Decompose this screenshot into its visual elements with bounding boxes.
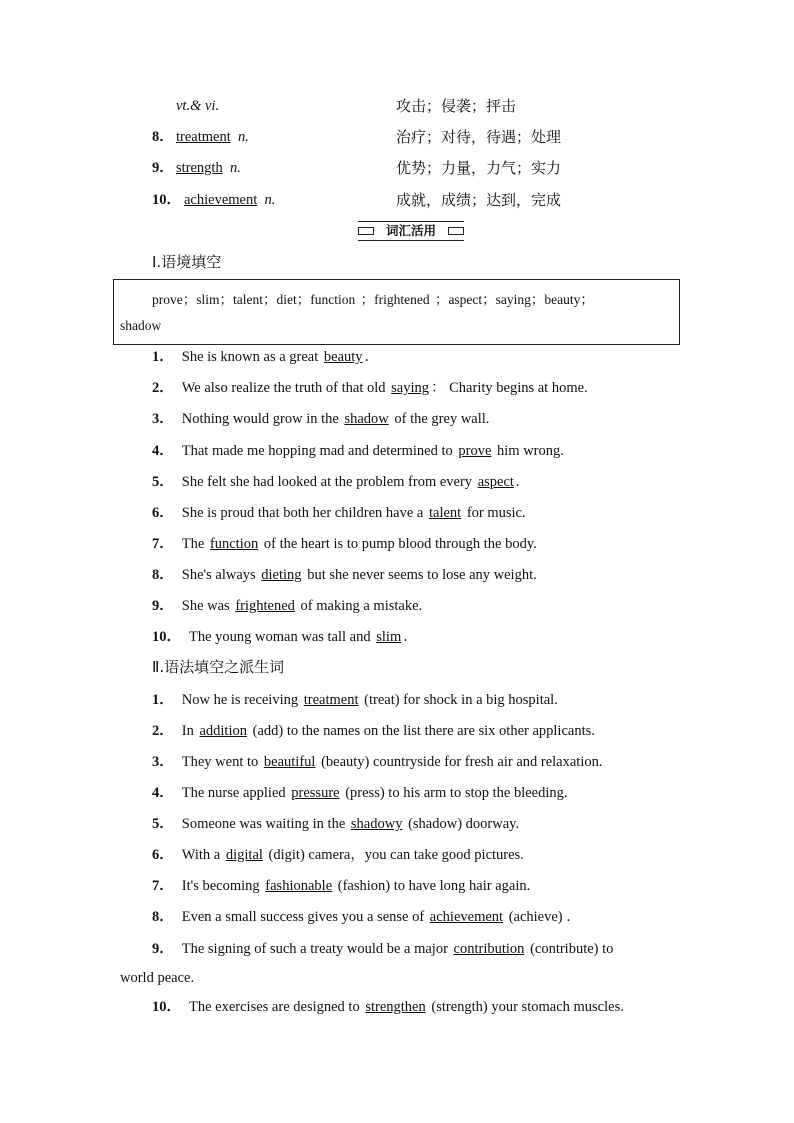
item-number: 2．	[152, 380, 174, 396]
item-number: 7．	[152, 878, 174, 894]
item-text-before: The exercises are designed to	[189, 999, 364, 1015]
answer-blank[interactable]: addition	[199, 723, 247, 739]
vocab-meaning: 优势；力量，力气；实力	[396, 159, 562, 177]
answer-blank[interactable]: slim	[376, 629, 402, 645]
vocab-meaning: 攻击；侵袭；抨击	[396, 97, 517, 115]
item-text-before: Now he is receiving	[181, 692, 302, 708]
item-text-before: That made me hopping mad and determined to	[181, 443, 457, 459]
item-text-after: of the heart is to pump blood through the body.	[260, 536, 537, 552]
vocab-word: treatment n.	[176, 129, 249, 145]
item-text-before: Someone was waiting in the	[181, 816, 349, 832]
item-text-before: We also realize the truth of that old	[181, 380, 390, 396]
answer-blank[interactable]: prove	[458, 443, 492, 459]
item-number: 5．	[152, 474, 174, 490]
exercise1-item-5	[152, 471, 520, 493]
item-number: 8．	[152, 909, 174, 925]
exercise2-item-2	[152, 720, 595, 742]
item-number: 10．	[152, 629, 181, 645]
exercise2-item-6	[152, 844, 524, 866]
answer-blank[interactable]: strengthen	[365, 999, 426, 1015]
item-text-after: ．	[364, 349, 380, 365]
item-number: 8．	[152, 567, 174, 583]
answer-blank[interactable]: dieting	[261, 567, 302, 583]
item-text-before: The	[181, 536, 208, 552]
item-text-after: him wrong.	[493, 443, 564, 459]
answer-blank[interactable]: contribution	[453, 941, 525, 957]
item-text-before: It's becoming	[181, 878, 264, 894]
item-text-before: The young woman was tall and	[189, 629, 375, 645]
answer-blank[interactable]: beauty	[323, 349, 363, 365]
vocab-number: 8．	[152, 129, 174, 145]
item-text-after: (press) to his arm to stop the bleeding.	[341, 785, 568, 801]
exercise2-item-7	[152, 875, 530, 897]
item-number: 7．	[152, 536, 174, 552]
item-text-before: She is proud that both her children have a	[181, 505, 427, 521]
item-number: 3．	[152, 754, 174, 770]
item-number: 6．	[152, 847, 174, 863]
exercise1-item-8	[152, 564, 537, 586]
item-text-before: In	[181, 723, 198, 739]
item-text-after: of making a mistake.	[296, 598, 423, 614]
answer-blank[interactable]: talent	[428, 505, 462, 521]
section-2-heading: Ⅱ.语法填空之派生词	[152, 658, 285, 676]
exercise1-item-9	[152, 595, 422, 617]
item-text-after: (shadow) doorway.	[404, 816, 520, 832]
vocab-meaning: 成就，成绩；达到，完成	[396, 191, 562, 209]
item-number: 1．	[152, 349, 174, 365]
vocab-number: 9．	[152, 160, 174, 176]
exercise1-item-2	[152, 377, 588, 399]
item-number: 9．	[152, 598, 174, 614]
vocab-meaning: 治疗；对待，待遇；处理	[396, 128, 562, 146]
answer-blank[interactable]: shadowy	[350, 816, 403, 832]
vocab-row-9	[152, 156, 712, 180]
banner-left-cap	[358, 227, 374, 235]
item-text-after: but she never seems to lose any weight.	[303, 567, 537, 583]
item-text-after: .	[515, 474, 520, 490]
section-banner	[358, 221, 464, 241]
word-bank-line-1: prove；slim；talent；diet；function ；frightened ；aspect；saying；beauty；	[152, 292, 594, 307]
exercise2-item-3	[152, 751, 603, 773]
item-text-before: She's always	[181, 567, 260, 583]
item-text-before: She is known as a great	[181, 349, 322, 365]
word-bank-box	[113, 279, 680, 345]
item-text-after: (beauty) countryside for fresh air and relaxation.	[317, 754, 603, 770]
answer-blank[interactable]: aspect	[477, 474, 514, 490]
vocab-row-8	[152, 125, 712, 149]
item-text-after: (digit) camera，you can take good pictures.	[264, 847, 524, 863]
item-number: 6．	[152, 505, 174, 521]
item-text-before: She felt she had looked at the problem from every	[181, 474, 476, 490]
item-text-before: The signing of such a treaty would be a major	[181, 941, 452, 957]
exercise1-item-3	[152, 408, 489, 430]
item-text-after: (contribute) to	[526, 941, 614, 957]
item-text-before: She was	[181, 598, 234, 614]
item-number: 10．	[152, 999, 181, 1015]
item-text-after: (achieve) ．	[505, 909, 581, 925]
exercise2-item-9	[152, 938, 613, 960]
exercise1-item-1	[152, 346, 379, 368]
item-text-before: Even a small success gives you a sense of	[181, 909, 428, 925]
answer-blank[interactable]: pressure	[291, 785, 340, 801]
item-text-after: (fashion) to have long hair again.	[334, 878, 531, 894]
answer-blank[interactable]: shadow	[344, 411, 389, 427]
item-text-after: (add) to the names on the list there are six other applicants.	[249, 723, 595, 739]
vocab-pos: vt.& vi.	[176, 98, 220, 114]
item-text-after: ： Charity begins at home.	[431, 380, 588, 396]
item-number: 5．	[152, 816, 174, 832]
item-text-after: ．	[403, 629, 418, 645]
item-text-before: With a	[181, 847, 224, 863]
answer-blank[interactable]: beautiful	[263, 754, 316, 770]
answer-blank[interactable]: achievement	[429, 909, 504, 925]
item-number: 4．	[152, 443, 174, 459]
exercise2-item-8	[152, 906, 581, 928]
vocab-word: strength n.	[176, 160, 241, 176]
banner-right-cap	[448, 227, 464, 235]
item-text-before: They went to	[181, 754, 262, 770]
item-text-after: for music.	[463, 505, 526, 521]
word-bank-line-2: shadow	[120, 318, 162, 333]
exercise2-item-10	[152, 996, 624, 1018]
vocab-number: 10．	[152, 192, 181, 208]
answer-blank[interactable]: treatment	[303, 692, 359, 708]
item-number: 4．	[152, 785, 174, 801]
section-1-heading: Ⅰ.语境填空	[152, 253, 222, 271]
answer-blank[interactable]: digital	[225, 847, 263, 863]
item-number: 9．	[152, 941, 174, 957]
item-text-before: The nurse applied	[181, 785, 290, 801]
exercise2-item-1	[152, 689, 558, 711]
exercise2-item-5	[152, 813, 519, 835]
vocab-row-1	[152, 94, 712, 118]
item-number: 2．	[152, 723, 174, 739]
item-text-after: (strength) your stomach muscles.	[427, 999, 624, 1015]
answer-blank[interactable]: fashionable	[265, 878, 333, 894]
exercise2-item-9-continuation: world peace.	[120, 970, 195, 986]
exercise1-item-4	[152, 440, 564, 462]
answer-blank[interactable]: frightened	[235, 598, 295, 614]
item-text-after: of the grey wall.	[390, 411, 490, 427]
vocab-word: achievement n.	[184, 192, 276, 208]
exercise1-item-6	[152, 502, 526, 524]
exercise2-item-4	[152, 782, 568, 804]
item-text-after: (treat) for shock in a big hospital.	[360, 692, 558, 708]
vocab-row-10	[152, 188, 712, 212]
banner-title: 词汇活用	[376, 224, 446, 238]
item-number: 3．	[152, 411, 174, 427]
exercise1-item-7	[152, 533, 537, 555]
item-number: 1．	[152, 692, 174, 708]
answer-blank[interactable]: function	[209, 536, 259, 552]
answer-blank[interactable]: saying	[391, 380, 430, 396]
exercise1-item-10	[152, 626, 418, 648]
item-text-before: Nothing would grow in the	[181, 411, 343, 427]
